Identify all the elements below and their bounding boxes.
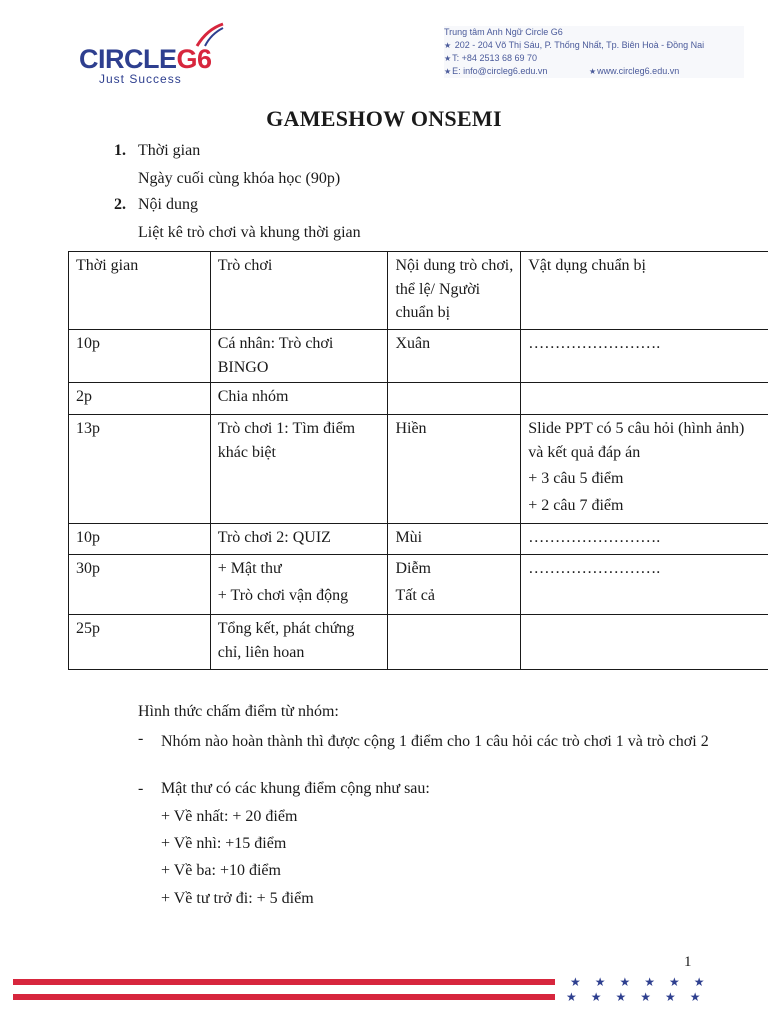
scoring-bullet: Nhóm nào hoàn thành thì được cộng 1 điểm cho 1 câu hỏi các trò chơi 1 và trò chơi 2 <box>161 733 709 750</box>
game-cell: Tổng kết, phát chứng chỉ, liên hoan <box>210 615 388 670</box>
star-bullet-icon: ★ <box>444 67 452 76</box>
circle-g6-logo <box>79 22 279 92</box>
items-cell <box>521 615 768 670</box>
content-cell: Hiền <box>388 415 521 524</box>
scoring-bullet: Mật thư có các khung điểm cộng như sau: <box>161 780 430 797</box>
time-cell: 25p <box>69 615 211 670</box>
section-2-body: Liệt kê trò chơi và khung thời gian <box>138 224 361 241</box>
letterhead <box>0 0 768 100</box>
points-item: + Về tư trở đi: + 5 điểm <box>161 890 314 907</box>
items-cell: ……………………. <box>521 330 768 383</box>
phone-line: ★T: +84 2513 68 69 70 <box>444 53 537 63</box>
table-row <box>69 615 768 670</box>
bullet-dash: - <box>138 780 144 797</box>
section-number: 2. <box>114 196 126 213</box>
content-cell <box>388 615 521 670</box>
logo-tagline: Just Success <box>99 72 182 86</box>
time-cell: 10p <box>69 524 211 555</box>
footer-stripe <box>13 994 555 1000</box>
page-number: 1 <box>684 954 692 970</box>
star-bullet-icon: ★ <box>589 67 597 76</box>
section-2-heading: 2. Nội dung <box>114 196 198 213</box>
center-name: Trung tâm Anh Ngữ Circle G6 <box>444 27 563 37</box>
game-cell: Cá nhân: Trò chơi BINGO <box>210 330 388 383</box>
points-item: + Về nhất: + 20 điểm <box>161 808 298 825</box>
time-cell: 30p <box>69 555 211 615</box>
time-cell: 13p <box>69 415 211 524</box>
points-item: + Về ba: +10 điểm <box>161 862 281 879</box>
header-cell: Nội dung trò chơi, thể lệ/ Người chuẩn bị <box>388 252 521 330</box>
footer-stripe <box>13 979 555 985</box>
logo-wordmark: CIRCLEG6 <box>79 44 212 74</box>
header-cell: Thời gian <box>69 252 211 330</box>
content-cell: Mùi <box>388 524 521 555</box>
footer-star-icon: ★★★★★★ <box>570 975 719 989</box>
table-row <box>69 383 768 415</box>
game-cell: + Mật thư + Trò chơi vận động <box>210 555 388 615</box>
table-row <box>69 415 768 524</box>
time-cell: 10p <box>69 330 211 383</box>
content-cell <box>388 383 521 415</box>
address-line: ★ 202 - 204 Võ Thị Sáu, P. Thống Nhất, Tp. Biên Hoà - Đồng Nai <box>444 40 705 50</box>
document-title: GAMESHOW ONSEMI <box>266 106 502 131</box>
items-cell: ……………………. <box>521 555 768 615</box>
game-cell: Trò chơi 2: QUIZ <box>210 524 388 555</box>
table-row <box>69 524 768 555</box>
scoring-intro: Hình thức chấm điểm từ nhóm: <box>138 703 339 720</box>
header-cell: Trò chơi <box>210 252 388 330</box>
content-cell: Diễm Tất cả <box>388 555 521 615</box>
star-bullet-icon: ★ <box>444 54 452 63</box>
bullet-dash: - <box>138 730 144 747</box>
section-1-body: Ngày cuối cùng khóa học (90p) <box>138 170 341 187</box>
content-cell: Xuân <box>388 330 521 383</box>
website-line: ★www.circleg6.edu.vn <box>589 66 680 76</box>
points-item: + Về nhì: +15 điểm <box>161 835 287 852</box>
table-header-row <box>69 252 768 330</box>
table-row <box>69 555 768 615</box>
contact-block <box>444 26 744 78</box>
email-line: ★E: info@circleg6.edu.vn <box>444 66 548 76</box>
star-bullet-icon: ★ <box>444 41 452 50</box>
time-cell: 2p <box>69 383 211 415</box>
game-cell: Chia nhóm <box>210 383 388 415</box>
header-cell: Vật dụng chuẩn bị <box>521 252 768 330</box>
items-cell <box>521 383 768 415</box>
section-1-heading: 1. Thời gian <box>114 142 201 159</box>
game-cell: Trò chơi 1: Tìm điểm khác biệt <box>210 415 388 524</box>
schedule-table <box>68 251 768 670</box>
items-cell: Slide PPT có 5 câu hỏi (hình ảnh) và kết quả đáp án + 3 câu 5 điểm + 2 câu 7 điểm <box>521 415 768 524</box>
footer-star-icon: ★★★★★★ <box>566 990 715 1004</box>
items-cell: ……………………. <box>521 524 768 555</box>
table-row <box>69 330 768 383</box>
section-number: 1. <box>114 142 126 159</box>
